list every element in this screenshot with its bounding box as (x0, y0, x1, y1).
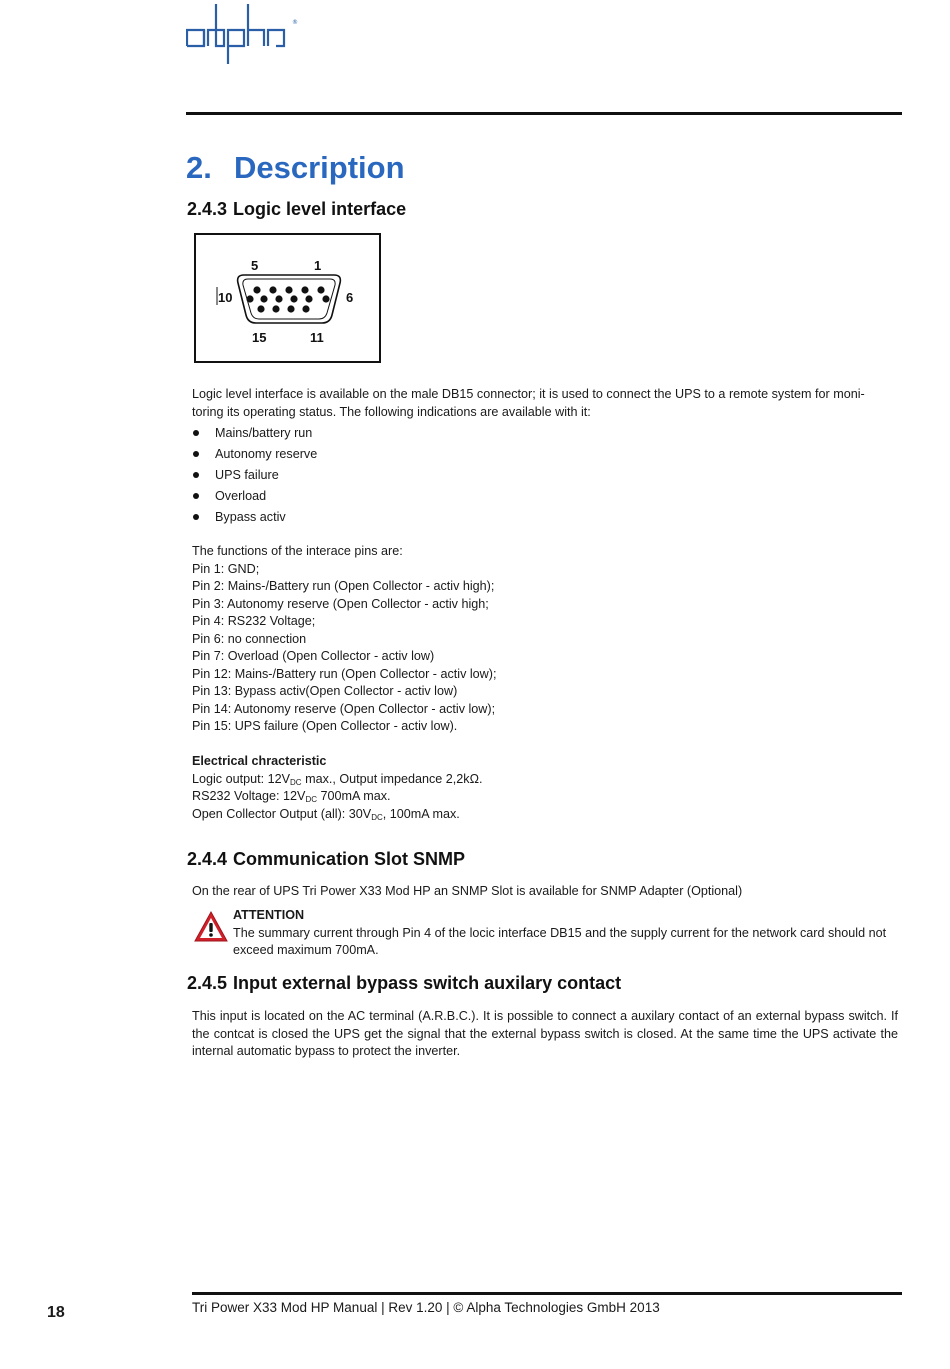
section-number: 2.4.5 (187, 973, 228, 993)
pin-label-1: 1 (314, 258, 322, 273)
list-item: UPS failure (192, 466, 317, 487)
registered-mark: ® (292, 19, 298, 26)
section-number: 2.4.4 (187, 849, 228, 869)
pin-line: Pin 3: Autonomy reserve (Open Collector - activ high; (192, 596, 489, 611)
pin-line: Pin 6: no connection (192, 631, 307, 646)
list-item: Mains/battery run (192, 424, 317, 445)
logic-interface-intro (192, 386, 898, 421)
electrical-heading: Electrical chracteristic (192, 754, 327, 768)
pin-label-11: 11 (310, 330, 324, 345)
page-number: 18 (47, 1304, 65, 1321)
pin-label-10: 10 (218, 290, 233, 305)
pin-label-15: 15 (252, 330, 267, 345)
alpha-logo (186, 2, 301, 68)
list-item: Autonomy reserve (192, 445, 317, 466)
attention-note (233, 907, 905, 960)
list-item: Bypass activ (192, 508, 317, 529)
section-244-heading (187, 849, 465, 870)
rs232-voltage-line: RS232 Voltage: $12V_{DC}$ 700mA max. (192, 789, 391, 804)
footer-text: Tri Power X33 Mod HP Manual | Rev 1.20 | © Alpha Technologies GmbH 2013 (192, 1300, 660, 1315)
pin-line: Pin 14: Autonomy reserve (Open Collector - activ low); (192, 701, 496, 716)
chapter-number: 2. (186, 150, 212, 185)
attention-title: ATTENTION (233, 908, 305, 922)
section-title: Input external bypass switch auxilary contact (233, 973, 622, 993)
pin-functions (192, 543, 496, 736)
warning-icon (193, 910, 229, 943)
chapter-heading (186, 150, 405, 186)
attention-text: The summary current through Pin 4 of the locic interface DB15 and the supply current for the network card should not exceed maximum 700mA. (233, 925, 887, 957)
db15-connector-diagram (194, 233, 381, 363)
pin-functions-intro: The functions of the interace pins are: (192, 544, 403, 558)
pin-line: Pin 1: GND; (192, 561, 260, 576)
snmp-text: On the rear of UPS Tri Power X33 Mod HP an SNMP Slot is available for SNMP Adapter (Optional) (192, 884, 743, 898)
indications-list (192, 424, 317, 529)
logic-output-line: Logic output: $12V_{DC}$ max., Output impedance 2,2kΩ. (192, 771, 483, 787)
section-title: Logic level interface (233, 199, 407, 219)
pin-label-5: 5 (251, 258, 259, 273)
pin-line: Pin 12: Mains-/Battery run (Open Collector - activ low); (192, 666, 497, 681)
pin-line: Pin 7: Overload (Open Collector - activ low) (192, 649, 435, 663)
header-rule (186, 112, 902, 115)
pin-line: Pin 2: Mains-/Battery run (Open Collector - activ high); (192, 579, 495, 593)
pin-line: Pin 13: Bypass activ(Open Collector - activ low) (192, 684, 458, 698)
chapter-title: Description (234, 150, 405, 185)
open-collector-line: Open Collector Output (all): $30V_{DC}$, 100mA max. (192, 806, 460, 822)
pin-line: Pin 4: RS232 Voltage; (192, 614, 316, 628)
intro-line-2: toring its operating status. The following indications are available with it: (192, 404, 591, 419)
footer-rule (192, 1292, 902, 1295)
pin-line: Pin 15: UPS failure (Open Collector - activ low). (192, 719, 458, 733)
section-title: Communication Slot SNMP (233, 849, 466, 869)
section-245-heading (187, 973, 621, 994)
list-item: Overload (192, 487, 317, 508)
pin-label-6: 6 (346, 290, 354, 305)
section-number: 2.4.3 (187, 199, 228, 219)
section-243-heading (187, 199, 406, 220)
electrical-characteristics (192, 753, 483, 823)
bypass-contact-text: This input is located on the AC terminal (A.R.B.C.). It is possible to connect a auxilary contact of an external bypass switch. If the contcat is closed the UPS get the signal that the external bypass switch is closed. At the same time the UPS activate the internal automatic bypass to protect the inverter. (192, 1009, 898, 1058)
db15-connector-icon (196, 235, 379, 361)
intro-line-1: Logic level interface is available on the male DB15 connector; it is used to connect the UPS to a remote system for moni- (192, 387, 865, 401)
